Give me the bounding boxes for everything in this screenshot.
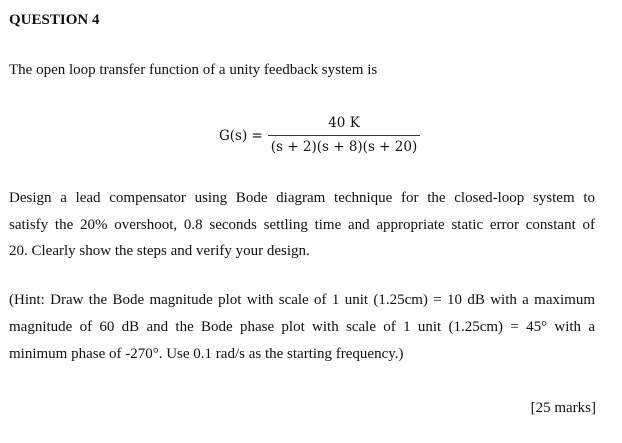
- question-heading: QUESTION 4: [9, 12, 100, 28]
- equation-numerator: 40 K: [328, 115, 360, 131]
- task-line: 20. Clearly show the steps and verify your design.: [9, 243, 310, 259]
- intro-text: The open loop transfer function of a unity feedback system is: [9, 62, 378, 78]
- fraction-bar: [268, 135, 420, 136]
- task-line: satisfy the 20% overshoot, 0.8 seconds settling time and appropriate static error constant of: [9, 217, 595, 233]
- equation-denominator: (s + 2)(s + 8)(s + 20): [270, 139, 418, 155]
- hint-line: magnitude of 60 dB and the Bode phase plot with scale of 1 unit (1.25cm) = 45° with a: [9, 319, 595, 335]
- marks-label: [25 marks]: [530, 400, 596, 416]
- equation-lhs: G(s) =: [219, 128, 263, 144]
- task-line: Design a lead compensator using Bode diagram technique for the closed-loop system to: [9, 190, 595, 206]
- hint-line: (Hint: Draw the Bode magnitude plot with scale of 1 unit (1.25cm) = 10 dB with a maximum: [9, 292, 595, 308]
- hint-line: minimum phase of -270°. Use 0.1 rad/s as the starting frequency.): [9, 346, 404, 362]
